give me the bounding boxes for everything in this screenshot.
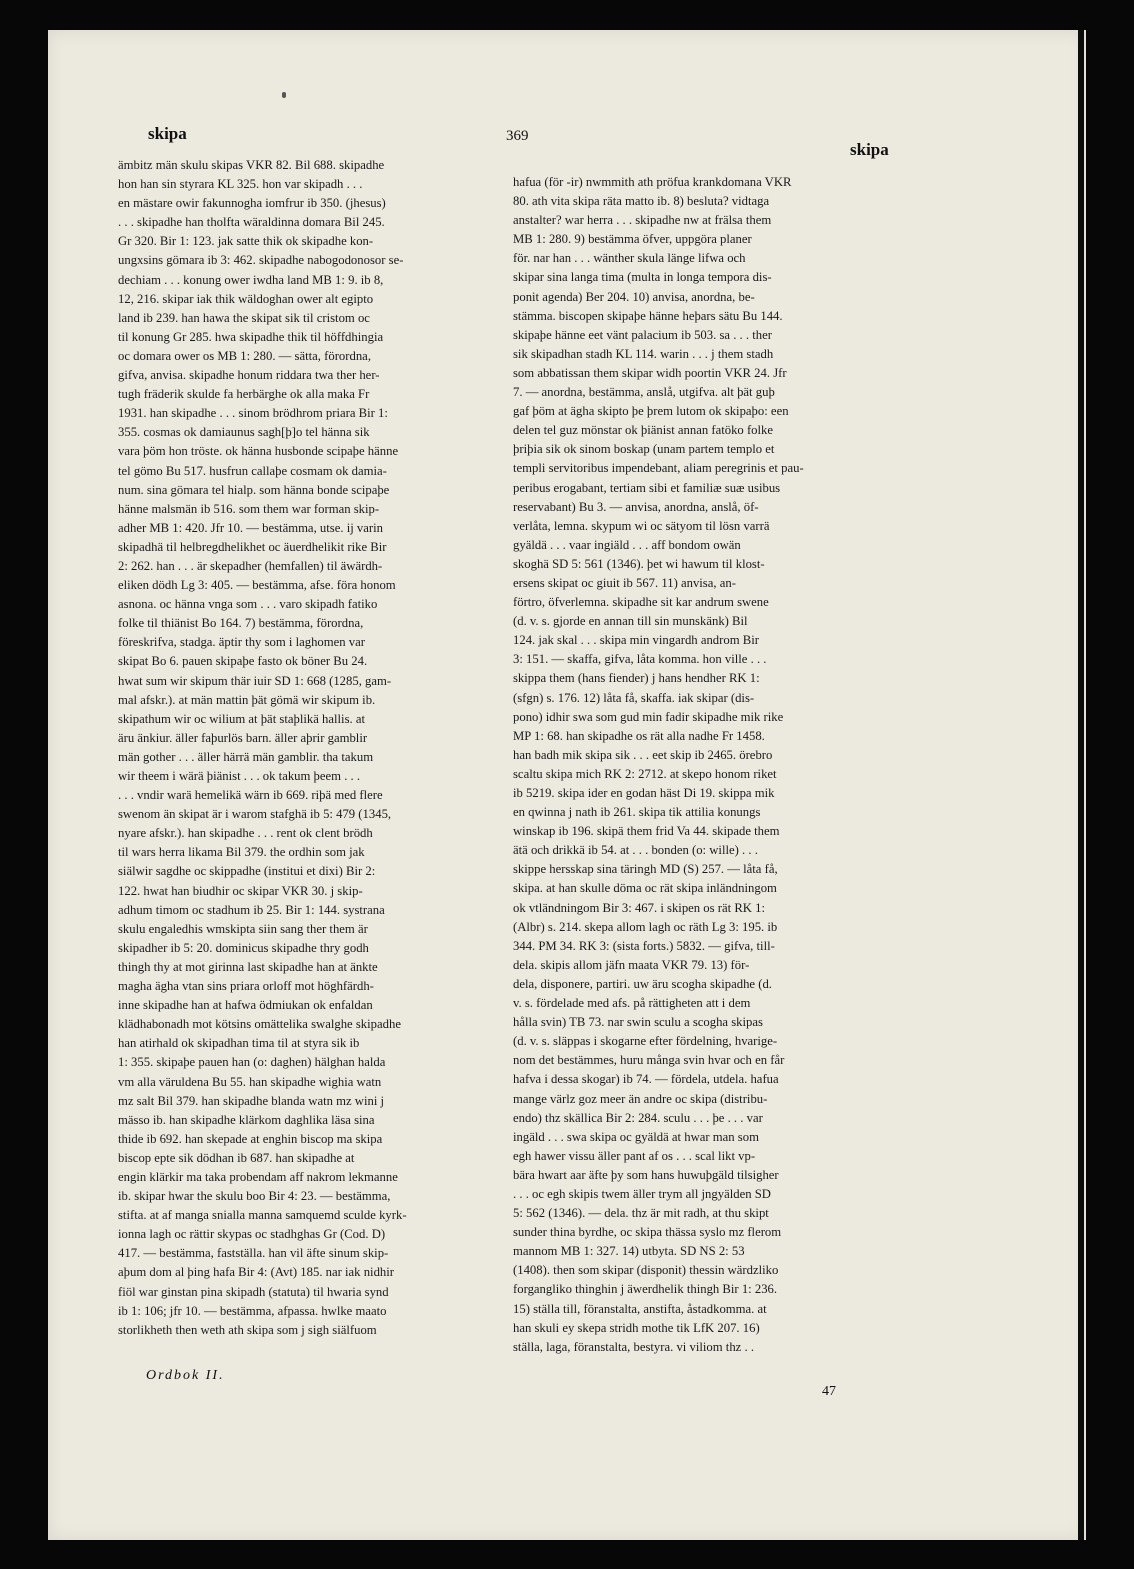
text-line: til wars herra likama Bil 379. the ordhin som jak xyxy=(118,845,365,860)
text-line: 122. hwat han biudhir oc skipar VKR 30. j skip- xyxy=(118,883,363,898)
text-line: äru änkiur. äller faþurlös barn. äller aþrir gamblir xyxy=(118,730,368,745)
text-line: anstalter? war herra . . . skipadhe nw at frälsa them xyxy=(513,213,772,228)
text-line: skipa. at han skulle döma oc rät skipa inländningom xyxy=(513,881,777,896)
text-line: v. s. fördelade med afs. på rättigheten att i dem xyxy=(513,996,751,1011)
text-line: mz salt Bil 379. han skipadhe blanda watn mz wini j xyxy=(118,1093,385,1108)
text-line: asnona. oc hänna vnga som . . . varo skipadh fatiko xyxy=(118,597,378,612)
text-line: 15) ställa till, föranstalta, anstifta, åstadkomma. at xyxy=(513,1301,767,1316)
text-line: 124. jak skal . . . skipa min vingardh androm Bir xyxy=(513,633,759,648)
text-line: hålla svin) TB 73. nar swin sculu a scogha skipas xyxy=(513,1015,763,1030)
text-line: adhum timom oc stadhum ib 25. Bir 1: 144. systrana xyxy=(118,902,385,917)
text-line: klädhabonadh mot kötsins omättelika swalghe skipadhe xyxy=(118,1017,401,1032)
text-line: . . . skipadhe han tholfta wäraldinna domara Bil 245. xyxy=(118,215,385,230)
text-line: oc domara ower os MB 1: 280. — sätta, förordna, xyxy=(118,348,371,363)
text-line: sunder thina byrdhe, oc skipa thässa syslo mz flerom xyxy=(513,1225,782,1240)
text-line: han atirhald ok skipadhan tima til at styra sik ib xyxy=(118,1036,360,1051)
text-line: en qwinna j nath ib 261. skipa tik attilia konungs xyxy=(513,805,761,820)
text-line: gyäldä . . . vaar ingiäld . . . aff bondom owän xyxy=(513,537,741,552)
text-line: skippa them (hans fiender) j hans hendher RK 1: xyxy=(513,671,760,686)
text-line: ätä och drikkä ib 54. at . . . bonden (o: wille) . . . xyxy=(513,843,758,858)
text-line: stifta. at af manga snialla manna samquemd sculde kyrk- xyxy=(118,1208,407,1223)
text-line: ersens skipat oc giuit ib 567. 11) anvisa, an- xyxy=(513,575,736,590)
text-line: dela, disponere, partiri. uw äru scogha skipadhe (d. xyxy=(513,976,772,991)
text-line: nom det bestämmes, huru många svin hvar och en får xyxy=(513,1053,785,1068)
text-line: aþum dom al þing hafa Bir 4: (Avt) 185. nar iak nidhir xyxy=(118,1265,395,1280)
text-line: land ib 239. han hawa the skipat sik til cristom oc xyxy=(118,310,370,325)
text-line: (1408). then som skipar (disponit) thessin wärdzliko xyxy=(513,1263,779,1278)
text-line: ok vtländningom Bir 3: 467. i skipen os rät RK 1: xyxy=(513,900,765,915)
text-line: biscop epte sik dödhan ib 687. han skipadhe at xyxy=(118,1150,355,1165)
text-line: MB 1: 280. 9) bestämma öfver, uppgöra planer xyxy=(513,232,752,247)
text-line: endo) thz skällica Bir 2: 284. sculu . . . þe . . . var xyxy=(513,1110,763,1125)
text-line: stämma. biscopen skipaþe hänne heþars sätu Bu 144. xyxy=(513,308,783,323)
text-line: skipaþe hänne eet vänt palacium ib 503. sa . . . ther xyxy=(513,327,772,342)
running-head-right: skipa xyxy=(850,140,889,159)
text-line: sik skipadhan stadh KL 114. warin . . . j them stadh xyxy=(513,346,774,361)
text-line: skipar sina langa tima (multa in longa tempora dis- xyxy=(513,270,772,285)
text-line: (Albr) s. 214. skepa allom lagh oc räth Lg 3: 195. ib xyxy=(513,919,778,934)
text-line: templi servitoribus impendebant, aliam peregrinis et pau- xyxy=(513,461,804,476)
text-line: mannom MB 1: 327. 14) utbyta. SD NS 2: 53 xyxy=(513,1244,745,1259)
text-line: ionna lagh oc rättir skypas oc stadhghas Gr (Cod. D) xyxy=(118,1227,386,1242)
text-line: hafva i dessa skogar) ib 74. — fördela, utdela. hafua xyxy=(513,1072,779,1087)
text-line: bära hwart aar äfte þy som hans huwuþgäld tilsigher xyxy=(513,1167,779,1182)
page-edge-rule xyxy=(1078,30,1084,1540)
text-line: inne skipadhe han at hafwa ödmiukan ok enfaldan xyxy=(118,998,373,1013)
text-line: 355. cosmas ok damiaunus sagh[þ]o tel hänna sik xyxy=(118,425,370,440)
text-line: magha ägha vtan sins priara orloff mot höghfärdh- xyxy=(118,979,374,994)
text-line: mange värlz goz meer än andre oc skipa (distribu- xyxy=(513,1091,768,1106)
text-line: hwat sum wir skipum thär iuir SD 1: 668 (1285, gam- xyxy=(118,673,392,688)
text-line: ingäld . . . swa skipa oc gyäldä at hwar man som xyxy=(513,1129,759,1144)
text-line: skippe hersskap sina täringh MD (S) 257. — låta få, xyxy=(513,862,778,877)
ink-speck xyxy=(282,92,286,98)
signature-mark: Ordbok II. xyxy=(146,1368,225,1383)
text-line: ib 5219. skipa ider en godan häst Di 19. skippa mik xyxy=(513,786,775,800)
text-line: hon han sin styrara KL 325. hon var skipadh . . . xyxy=(118,177,363,192)
text-line: adher MB 1: 420. Jfr 10. — bestämma, utse. ij varin xyxy=(118,520,383,535)
text-line: swenom än skipat är i warom stafghä ib 5: 479 (1345, xyxy=(118,807,392,822)
text-line: skulu engaledhis wmskipta siin sang ther them är xyxy=(118,921,368,936)
text-line: verlåta, lemna. skypum wi oc sätyom til lösn varrä xyxy=(513,518,770,533)
text-line: 344. PM 34. RK 3: (sista forts.) 5832. — gifva, till- xyxy=(513,938,775,953)
text-line: num. sina gömara tel hialp. som hänna bonde scipaþe xyxy=(118,482,390,497)
text-line: vm alla väruldena Bu 55. han skipadhe wighia watn xyxy=(118,1074,382,1089)
text-line: wir theem i wärä þiänist . . . ok takum þeem . . . xyxy=(118,769,361,783)
text-line: eliken dödh Lg 3: 405. — bestämma, afse. föra honom xyxy=(118,578,396,593)
text-line: hänne malsmän ib 516. som them war forman skip- xyxy=(118,501,380,516)
text-line: ib 1: 106; jfr 10. — bestämma, afpassa. hwlke maato xyxy=(118,1303,387,1318)
text-line: storlikheth then weth ath skipa som j sigh siälfuom xyxy=(118,1322,377,1337)
text-line: 5: 562 (1346). — dela. thz är mit radh, at thu skipt xyxy=(513,1206,769,1221)
text-line: fiöl war ginstan pina skipadh (statuta) til hwaria synd xyxy=(118,1284,389,1299)
running-head-left: skipa xyxy=(148,124,187,143)
text-line: (d. v. s. gjorde en annan till sin munskänk) Bil xyxy=(513,614,748,629)
text-line: Gr 320. Bir 1: 123. jak satte thik ok skipadhe kon- xyxy=(118,234,374,249)
text-line: 2: 262. han . . . är skepadher (hemfallen) til äwärdh- xyxy=(118,558,383,573)
text-line: . . . oc egh skipis twem äller trym all jngyälden SD xyxy=(513,1186,771,1201)
text-line: thingh thy at mot girinna last skipadhe han at änkte xyxy=(118,959,378,974)
text-line: folke til thiänist Bo 164. 7) bestämma, förordna, xyxy=(118,616,364,631)
text-line: þriþia sik ok sinom boskap (unam partem templo et xyxy=(513,442,775,457)
text-line: som abbatissan them skipar widh poortin VKR 24. Jfr xyxy=(513,365,787,380)
text-line: vara þöm hon tröste. ok hänna husbonde scipaþe hänne xyxy=(118,444,399,459)
text-line: thide ib 692. han skepade at enghin biscop ma skipa xyxy=(118,1131,383,1146)
text-line: forgangliko thinghin j äwerdhelik thingh Bir 1: 236. xyxy=(513,1282,778,1297)
page-number: 369 xyxy=(506,128,529,144)
text-line: (d. v. s. släppas i skogarne efter fördelning, hvarige- xyxy=(513,1034,778,1049)
text-line: ib. skipar hwar the skulu boo Bir 4: 23. — bestämma, xyxy=(118,1189,391,1204)
text-line: 417. — bestämma, fastställa. han vil äfte sinum skip- xyxy=(118,1246,389,1261)
text-line: tugh fräderik skulde fa herbärghe ok alla maka Fr xyxy=(118,387,370,402)
text-line: 1: 355. skipaþe pauen han (o: daghen) hälghan halda xyxy=(118,1055,386,1070)
text-line: reservabant) Bu 3. — anvisa, anordna, anslå, öf- xyxy=(513,499,759,514)
left-column xyxy=(118,156,505,1340)
text-line: dela. skipis allom jäfn maata VKR 79. 13) för- xyxy=(513,957,750,972)
text-line: winskap ib 196. skipä them frid Va 44. skipade them xyxy=(513,824,780,839)
text-line: skoghä SD 5: 561 (1346). þet wi hawum til klost- xyxy=(513,556,765,571)
text-line: mal afskr.). at män mattin þät gömä wir skipum ib. xyxy=(118,692,376,707)
text-line: ponit agenda) Ber 204. 10) anvisa, anordna, be- xyxy=(513,289,755,304)
text-line: han badh mik skipa sik . . . eet skip ib 2465. örebro xyxy=(513,747,773,762)
text-line: 3: 151. — skaffa, gifva, låta komma. hon ville . . . xyxy=(513,652,767,667)
text-line: föreskrifva, stadga. äptir thy som i laghomen var xyxy=(118,635,365,650)
text-line: för. nar han . . . wänther skula länge lifwa och xyxy=(513,251,746,266)
text-line: skipat Bo 6. pauen skipaþe fasto ok böner Bu 24. xyxy=(118,654,368,669)
text-line: gaf þöm at ägha skipto þe þrem lutom ok skipaþo: een xyxy=(513,404,789,419)
text-line: siälwir sagdhe oc skippadhe (institui et dixi) Bir 2: xyxy=(118,864,376,879)
text-line: egh hawer vissu äller pant af os . . . scal likt vp- xyxy=(513,1148,756,1163)
text-line: skipathum wir oc wilium at þät staþlikä hallis. at xyxy=(118,711,366,726)
text-line: 1931. han skipadhe . . . sinom brödhrom priara Bir 1: xyxy=(118,406,388,421)
text-line: delen tel guz mönstar ok þiänist annan fatöko folke xyxy=(513,423,774,438)
text-line: 7. — anordna, bestämma, anslå, utgifva. alt þät guþ xyxy=(513,385,775,400)
text-line: förtro, öfverlemna. skipadhe sit kar andrum swene xyxy=(513,595,769,610)
text-line: dechiam . . . konung ower iwdha land MB 1: 9. ib 8, xyxy=(118,272,384,287)
text-line: hafua (för -ir) nwmmith ath pröfua krankdomana VKR xyxy=(513,175,792,189)
text-line: peribus erogabant, tertiam sibi et familiæ suæ usibus xyxy=(513,480,781,495)
text-line: skipadhä til helbregdhelikhet oc äuerdhelikit rike Bir xyxy=(118,539,387,554)
text-line: ungxsins gömara ib 3: 462. skipadhe nabogodonosor se- xyxy=(118,253,404,268)
text-line: gifva, anvisa. skipadhe honum riddara twa ther her- xyxy=(118,368,380,383)
text-line: . . . vndir warä hemelikä wärn ib 669. riþä med flere xyxy=(118,788,383,803)
text-line: han skuli ey skepa stridh mothe tik LfK 207. 16) xyxy=(513,1320,760,1335)
text-line: (sfgn) s. 176. 12) låta få, skaffa. iak skipar (dis- xyxy=(513,690,755,705)
sheet-number: 47 xyxy=(822,1384,836,1399)
text-line: nyare afskr.). han skipadhe . . . rent ok clent brödh xyxy=(118,826,373,841)
right-column xyxy=(513,173,906,1357)
text-line: ställa, laga, föranstalta, bestyra. vi viliom thz . . xyxy=(513,1339,754,1354)
text-line: pono) idhir swa som gud min fadir skipadhe mik rike xyxy=(513,709,784,724)
text-line: ämbitz män skulu skipas VKR 82. Bil 688. skipadhe xyxy=(118,158,385,172)
text-line: scaltu skipa mich RK 2: 2712. at skepo honom riket xyxy=(513,766,777,781)
text-line: 80. ath vita skipa räta matto ib. 8) besluta? vidtaga xyxy=(513,194,770,209)
text-line: 12, 216. skipar iak thik wäldoghan ower alt egipto xyxy=(118,291,374,306)
text-line: engin klärkir ma taka probendam aff nakrom lekmanne xyxy=(118,1169,398,1184)
text-line: en mästare owir fakunnogha iomfrur ib 350. (jhesus) xyxy=(118,196,386,211)
text-line: til konung Gr 285. hwa skipadhe thik til höffdhingia xyxy=(118,329,384,344)
text-line: mässo ib. han skipadhe klärkom daghlika läsa sina xyxy=(118,1112,375,1127)
text-line: MP 1: 68. han skipadhe os rät alla nadhe Fr 1458. xyxy=(513,728,765,743)
text-line: skipadher ib 5: 20. dominicus skipadhe thry godh xyxy=(118,940,369,955)
text-line: tel gömo Bu 517. husfrun callaþe cosmam ok damia- xyxy=(118,463,387,478)
text-line: män gother . . . äller härrä män gamblir. tha takum xyxy=(118,749,374,764)
